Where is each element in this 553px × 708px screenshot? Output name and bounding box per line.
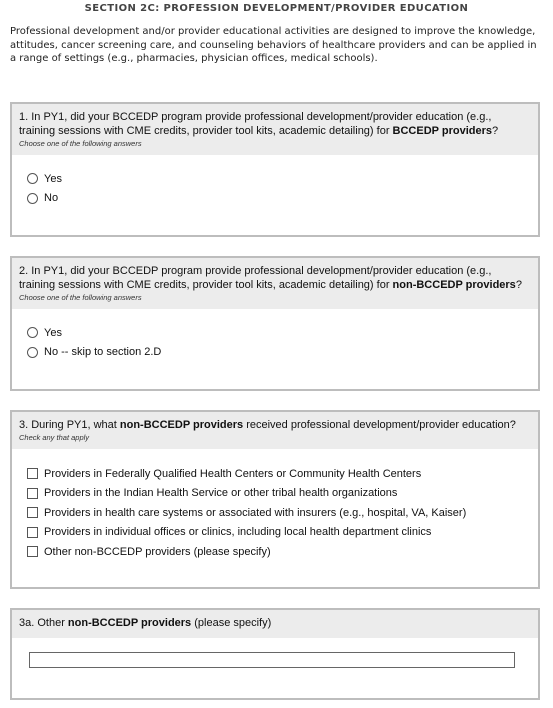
q2-option-yes[interactable] xyxy=(27,323,538,343)
radio-button[interactable] xyxy=(27,193,38,204)
question-3a-header xyxy=(12,610,538,638)
other-providers-text-input[interactable] xyxy=(29,652,515,668)
q3-option-label: Providers in health care systems or associated with insurers (e.g., hospital, VA, Kaiser) xyxy=(44,506,467,519)
q3-option-label: Providers in the Indian Health Service or other tribal health organizations xyxy=(44,487,398,500)
question-3-hint: Check any that apply xyxy=(19,433,90,442)
checkbox[interactable] xyxy=(27,527,38,538)
q3-option-label: Other non-BCCEDP providers (please specify) xyxy=(44,545,271,558)
radio-button[interactable] xyxy=(27,347,38,358)
q3-option-other[interactable] xyxy=(27,542,538,562)
question-2-header xyxy=(12,258,538,309)
radio-button[interactable] xyxy=(27,327,38,338)
q2-option-no-label: No -- skip to section 2.D xyxy=(44,346,162,359)
question-2-hint: Choose one of the following answers xyxy=(19,293,142,302)
checkbox[interactable] xyxy=(27,546,38,557)
section-intro: Professional development and/or provider educational activities are designed to improve the knowledge, attitudes, cancer screening care, and counseling behaviors of healthcare providers and can be applied in a range of settings (e.g., pharmacies, physician offices, medical schools). xyxy=(10,26,537,64)
question-3-box xyxy=(10,410,540,589)
checkbox[interactable] xyxy=(27,488,38,499)
q3-option-health-systems[interactable] xyxy=(27,503,538,523)
question-3-header xyxy=(12,412,538,449)
question-1-text: 1. In PY1, did your BCCEDP program provide professional development/provider education (e.g., training sessions with CME credits, provider tool kits, academic detailing) for BCCEDP providers? xyxy=(19,111,499,137)
q3-option-label: Providers in Federally Qualified Health Centers or Community Health Centers xyxy=(44,467,422,480)
q1-option-yes-label: Yes xyxy=(44,172,62,185)
question-2-text: 2. In PY1, did your BCCEDP program provide professional development/provider education (e.g., training sessions with CME credits, provider tool kits, academic detailing) for non-BCCEDP providers? xyxy=(19,265,522,291)
question-3-text: 3. During PY1, what non-BCCEDP providers received professional development/provider education? xyxy=(19,419,516,431)
q3-option-ihs[interactable] xyxy=(27,484,538,504)
q2-option-no-skip[interactable] xyxy=(27,343,538,363)
q1-option-yes[interactable] xyxy=(27,169,538,189)
q1-option-no[interactable] xyxy=(27,189,538,209)
checkbox[interactable] xyxy=(27,507,38,518)
question-3a-text: 3a. Other non-BCCEDP providers (please specify) xyxy=(19,617,272,629)
q1-option-no-label: No xyxy=(44,192,59,205)
question-3a-box xyxy=(10,608,540,700)
question-1-header xyxy=(12,104,538,155)
q3-option-label: Providers in individual offices or clinics, including local health department clinics xyxy=(44,526,432,539)
question-2-box xyxy=(10,256,540,391)
section-title: SECTION 2C: PROFESSION DEVELOPMENT/PROVIDER EDUCATION xyxy=(84,3,469,14)
q3-option-offices-clinics[interactable] xyxy=(27,523,538,543)
question-1-box xyxy=(10,102,540,237)
checkbox[interactable] xyxy=(27,468,38,479)
radio-button[interactable] xyxy=(27,173,38,184)
q3-option-fqhc[interactable] xyxy=(27,464,538,484)
question-1-hint: Choose one of the following answers xyxy=(19,139,142,148)
q2-option-yes-label: Yes xyxy=(44,326,62,339)
